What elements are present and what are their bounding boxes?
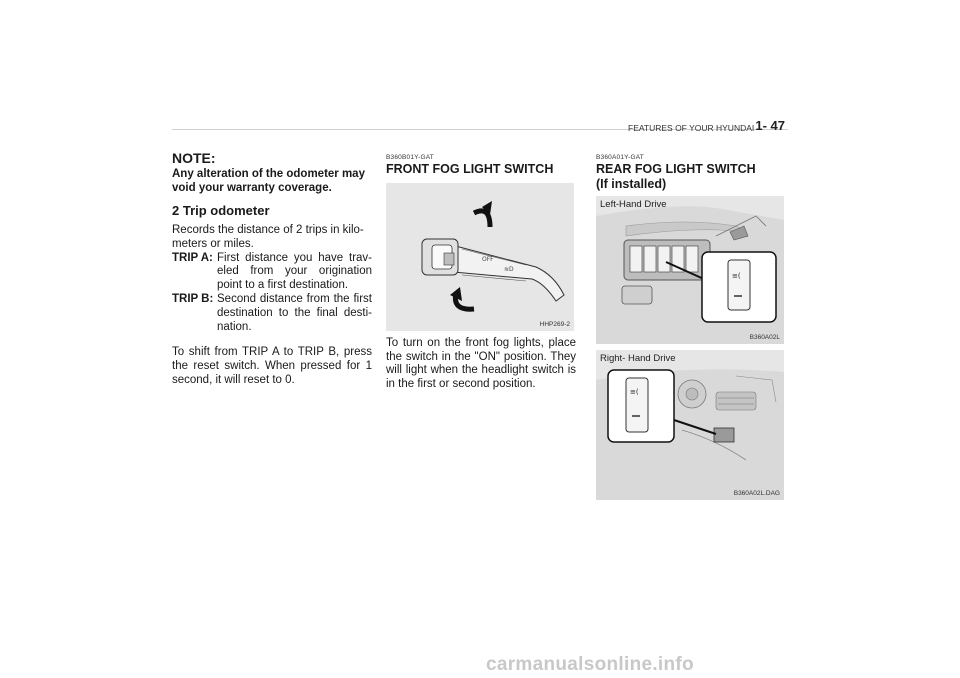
front-fog-switch-figure (386, 183, 574, 331)
reset-instructions: To shift from TRIP A to TRIP B, press the reset switch. When pressed for 1 second, it will reset to 0. (172, 346, 372, 386)
running-header-title: FEATURES OF YOUR HYUNDAI (628, 123, 755, 133)
left-hand-drive-dashboard-illustration (596, 196, 784, 344)
svg-text:OFF: OFF (482, 256, 494, 263)
left-hand-drive-caption: B360A02L (749, 334, 780, 341)
trip-b-desc: Second distance from the first destination to the final desti-nation. (217, 292, 372, 333)
right-column (596, 154, 788, 500)
left-column (172, 150, 372, 388)
right-hand-drive-figure (596, 350, 784, 500)
trip-a-definition (172, 252, 372, 293)
svg-text:≋D: ≋D (504, 266, 514, 273)
watermark: carmanualsonline.info (486, 654, 694, 675)
trip-odometer-title: 2 Trip odometer (172, 203, 270, 218)
note-body: Any alteration of the odometer may void your warranty coverage. (172, 168, 365, 194)
left-hand-drive-label: Left-Hand Drive (600, 199, 667, 210)
front-fog-figure-caption: HHP269-2 (539, 321, 570, 328)
note-title: NOTE: (172, 150, 216, 166)
rear-fog-subheading: (If installed) (596, 177, 667, 191)
front-fog-instructions: To turn on the front fog lights, place the switch in the "ON" position. They will light when the headlight switch is in the first or second position. (386, 337, 576, 390)
right-hand-drive-label: Right- Hand Drive (600, 353, 676, 364)
right-hand-drive-caption: B360A02L.DAG (733, 490, 780, 497)
svg-text:≡(: ≡( (630, 388, 639, 396)
fog-switch-stalk-illustration (386, 183, 574, 331)
trip-a-term: TRIP A: (172, 251, 213, 264)
svg-text:≡(: ≡( (732, 272, 741, 280)
page-number: 1- 47 (755, 118, 785, 133)
front-fog-heading: FRONT FOG LIGHT SWITCH (386, 162, 554, 176)
trip-a-desc: First distance you have trav-eled from your origination point to a first destination. (217, 251, 372, 292)
section-code: B360B01Y-GAT (386, 154, 434, 161)
section-code: B360A01Y-GAT (596, 154, 644, 161)
middle-column (386, 154, 576, 391)
right-hand-drive-dashboard-illustration (596, 350, 784, 500)
left-hand-drive-figure (596, 196, 784, 344)
trip-b-definition (172, 293, 372, 334)
trip-odometer-intro: Records the distance of 2 trips in kilo-meters or miles. (172, 224, 364, 250)
trip-b-term: TRIP B: (172, 292, 214, 305)
rear-fog-heading: REAR FOG LIGHT SWITCH (596, 162, 756, 176)
